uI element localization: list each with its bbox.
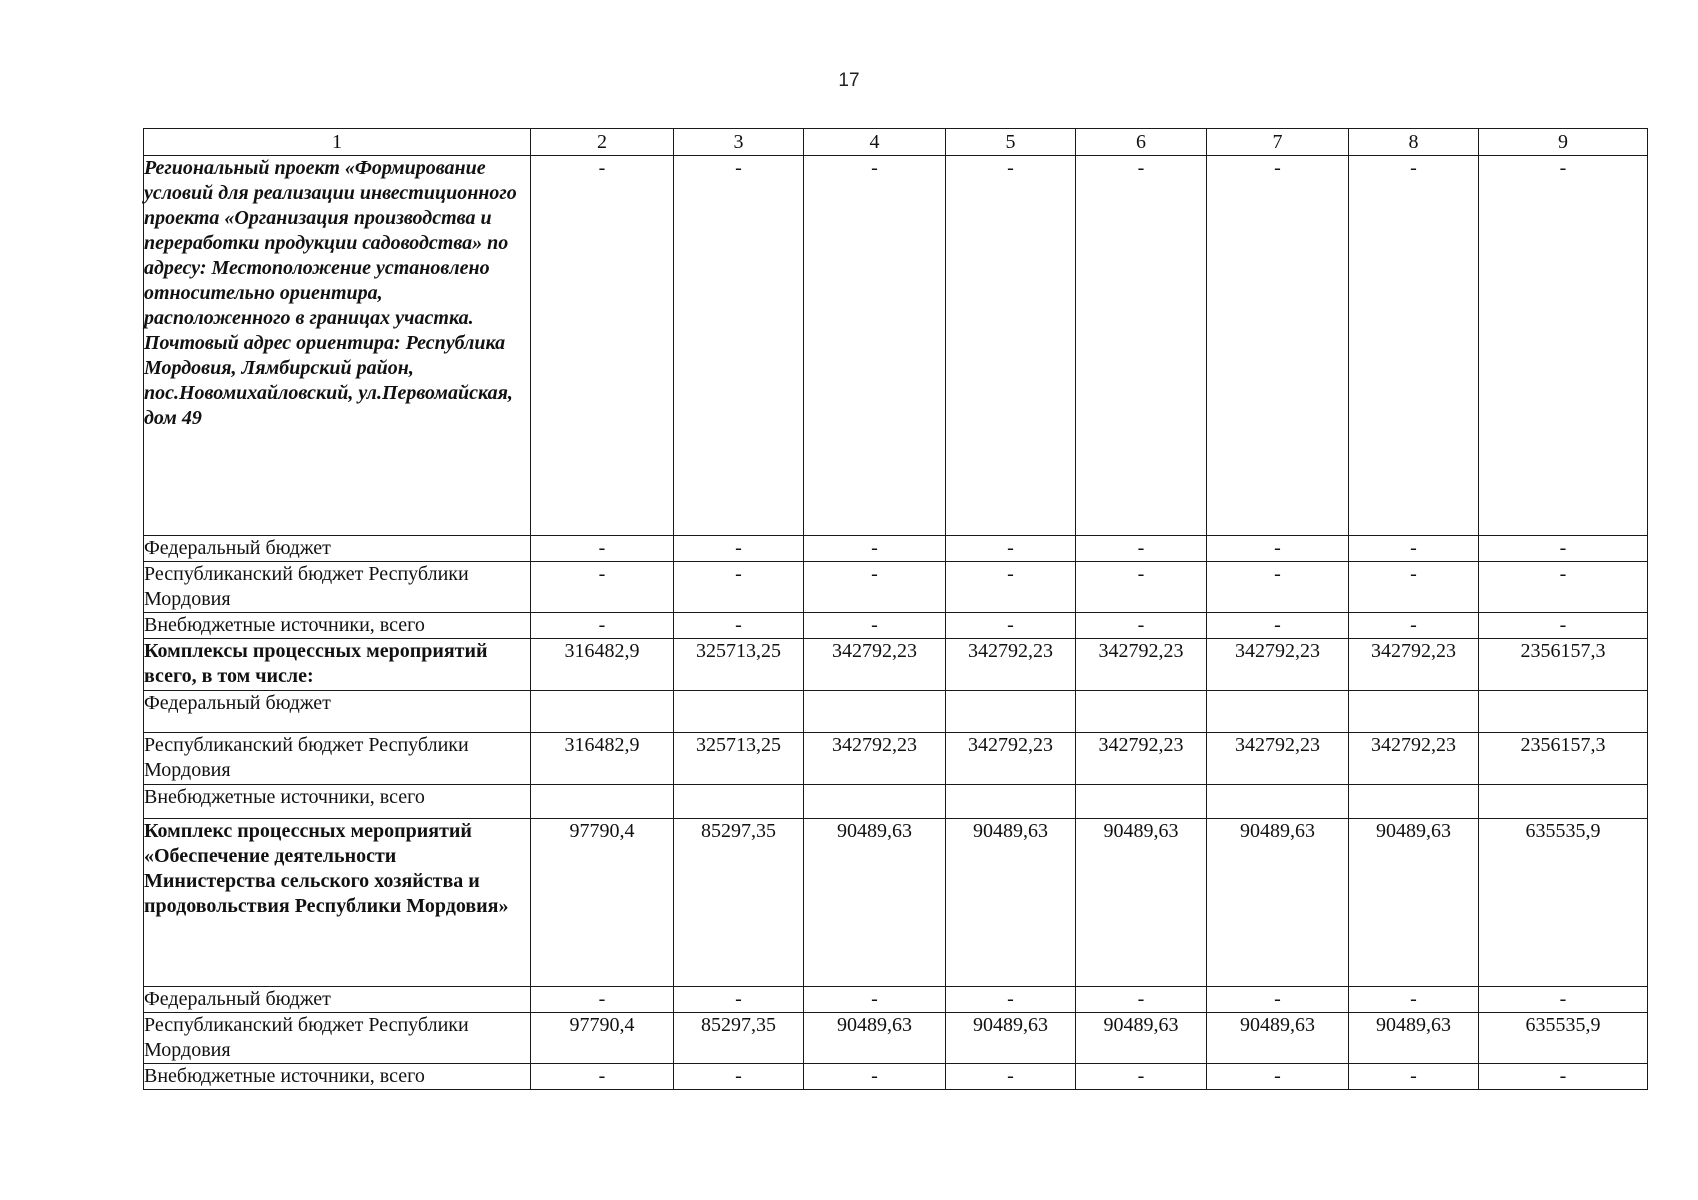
- value-cell: 342792,23: [946, 733, 1076, 785]
- value-cell: -: [1349, 536, 1479, 562]
- value-cell: [804, 691, 946, 733]
- value-cell: [1207, 785, 1349, 819]
- value-cell: 342792,23: [946, 639, 1076, 691]
- column-number-cell: 7: [1207, 129, 1349, 156]
- value-cell: 90489,63: [1207, 819, 1349, 987]
- value-cell: -: [531, 536, 674, 562]
- value-cell: -: [531, 562, 674, 613]
- value-cell: 342792,23: [1076, 639, 1207, 691]
- value-cell: 635535,9: [1479, 819, 1648, 987]
- value-cell: 97790,4: [531, 819, 674, 987]
- value-cell: -: [1479, 562, 1648, 613]
- value-cell: -: [1076, 156, 1207, 536]
- row-label: Комплексы процессных мероприятий всего, в том числе:: [144, 639, 531, 691]
- value-cell: 635535,9: [1479, 1013, 1648, 1064]
- value-cell: 316482,9: [531, 639, 674, 691]
- value-cell: [531, 691, 674, 733]
- table-row: [144, 613, 1648, 639]
- value-cell: [531, 785, 674, 819]
- value-cell: -: [1349, 613, 1479, 639]
- value-cell: -: [1076, 1064, 1207, 1090]
- value-cell: 342792,23: [804, 639, 946, 691]
- value-cell: -: [674, 987, 804, 1013]
- value-cell: -: [946, 613, 1076, 639]
- column-number-row: [144, 129, 1648, 156]
- column-number-cell: 9: [1479, 129, 1648, 156]
- page-number: 17: [838, 70, 860, 91]
- value-cell: 325713,25: [674, 733, 804, 785]
- value-cell: [1076, 785, 1207, 819]
- value-cell: 90489,63: [946, 819, 1076, 987]
- value-cell: [1207, 691, 1349, 733]
- column-number-cell: 8: [1349, 129, 1479, 156]
- row-label: Комплекс процессных мероприятий «Обеспечение деятельности Министерства сельского хозяйства и продовольствия Республики Мордовия»: [144, 819, 531, 987]
- table-row: [144, 987, 1648, 1013]
- value-cell: 342792,23: [1349, 733, 1479, 785]
- value-cell: [1076, 691, 1207, 733]
- value-cell: -: [1207, 536, 1349, 562]
- value-cell: -: [1207, 613, 1349, 639]
- value-cell: -: [1207, 1064, 1349, 1090]
- value-cell: 85297,35: [674, 1013, 804, 1064]
- value-cell: -: [1076, 987, 1207, 1013]
- value-cell: -: [1207, 156, 1349, 536]
- table-row: [144, 819, 1648, 987]
- table-row: [144, 156, 1648, 536]
- value-cell: [674, 785, 804, 819]
- value-cell: -: [1479, 613, 1648, 639]
- column-number-cell: 4: [804, 129, 946, 156]
- table-row: [144, 536, 1648, 562]
- row-label: Республиканский бюджет Республики Мордовия: [144, 733, 531, 785]
- value-cell: -: [674, 1064, 804, 1090]
- value-cell: [946, 691, 1076, 733]
- value-cell: -: [1076, 536, 1207, 562]
- value-cell: 342792,23: [1207, 639, 1349, 691]
- value-cell: 342792,23: [1207, 733, 1349, 785]
- budget-table: [143, 128, 1648, 1090]
- value-cell: 85297,35: [674, 819, 804, 987]
- value-cell: -: [1479, 987, 1648, 1013]
- table-row: [144, 785, 1648, 819]
- value-cell: 342792,23: [804, 733, 946, 785]
- value-cell: -: [674, 156, 804, 536]
- value-cell: -: [1349, 156, 1479, 536]
- row-label: Федеральный бюджет: [144, 536, 531, 562]
- value-cell: 90489,63: [946, 1013, 1076, 1064]
- column-number-cell: 6: [1076, 129, 1207, 156]
- value-cell: -: [1479, 1064, 1648, 1090]
- value-cell: -: [1349, 562, 1479, 613]
- value-cell: -: [1349, 987, 1479, 1013]
- column-number-cell: 2: [531, 129, 674, 156]
- value-cell: 2356157,3: [1479, 733, 1648, 785]
- value-cell: 342792,23: [1076, 733, 1207, 785]
- value-cell: -: [804, 613, 946, 639]
- value-cell: -: [531, 1064, 674, 1090]
- table-row: [144, 733, 1648, 785]
- value-cell: -: [804, 987, 946, 1013]
- value-cell: -: [1207, 987, 1349, 1013]
- value-cell: -: [1076, 613, 1207, 639]
- value-cell: 90489,63: [1349, 819, 1479, 987]
- value-cell: -: [1479, 536, 1648, 562]
- value-cell: 90489,63: [1076, 1013, 1207, 1064]
- value-cell: [1479, 691, 1648, 733]
- row-label: Федеральный бюджет: [144, 987, 531, 1013]
- value-cell: [1349, 785, 1479, 819]
- value-cell: 90489,63: [804, 1013, 946, 1064]
- value-cell: -: [1076, 562, 1207, 613]
- table-row: [144, 1013, 1648, 1064]
- value-cell: 97790,4: [531, 1013, 674, 1064]
- value-cell: -: [531, 613, 674, 639]
- row-label: Федеральный бюджет: [144, 691, 531, 733]
- table-row: [144, 562, 1648, 613]
- row-label: Внебюджетные источники, всего: [144, 785, 531, 819]
- value-cell: -: [804, 156, 946, 536]
- value-cell: -: [1207, 562, 1349, 613]
- value-cell: 342792,23: [1349, 639, 1479, 691]
- value-cell: -: [946, 562, 1076, 613]
- value-cell: [674, 691, 804, 733]
- column-number-cell: 3: [674, 129, 804, 156]
- value-cell: -: [674, 536, 804, 562]
- value-cell: -: [531, 156, 674, 536]
- table-row: [144, 691, 1648, 733]
- value-cell: 2356157,3: [1479, 639, 1648, 691]
- value-cell: [804, 785, 946, 819]
- value-cell: -: [674, 562, 804, 613]
- value-cell: 325713,25: [674, 639, 804, 691]
- value-cell: -: [1479, 156, 1648, 536]
- table-row: [144, 1064, 1648, 1090]
- value-cell: -: [804, 536, 946, 562]
- value-cell: 90489,63: [804, 819, 946, 987]
- value-cell: -: [946, 536, 1076, 562]
- value-cell: -: [1349, 1064, 1479, 1090]
- value-cell: [946, 785, 1076, 819]
- value-cell: -: [804, 562, 946, 613]
- value-cell: [1349, 691, 1479, 733]
- value-cell: -: [946, 1064, 1076, 1090]
- value-cell: -: [804, 1064, 946, 1090]
- row-label: Республиканский бюджет Республики Мордовия: [144, 1013, 531, 1064]
- table-row: [144, 639, 1648, 691]
- row-label: Внебюджетные источники, всего: [144, 613, 531, 639]
- row-label: Республиканский бюджет Республики Мордовия: [144, 562, 531, 613]
- value-cell: -: [946, 156, 1076, 536]
- value-cell: 90489,63: [1349, 1013, 1479, 1064]
- value-cell: 90489,63: [1076, 819, 1207, 987]
- value-cell: 90489,63: [1207, 1013, 1349, 1064]
- value-cell: -: [674, 613, 804, 639]
- value-cell: [1479, 785, 1648, 819]
- column-number-cell: 1: [144, 129, 531, 156]
- row-label: Внебюджетные источники, всего: [144, 1064, 531, 1090]
- value-cell: -: [946, 987, 1076, 1013]
- value-cell: 316482,9: [531, 733, 674, 785]
- column-number-cell: 5: [946, 129, 1076, 156]
- value-cell: -: [531, 987, 674, 1013]
- row-label: Региональный проект «Формирование условий для реализации инвестиционного проекта «Организация производства и переработки продукции садоводства» по адресу: Местоположение установлено относительно ориентира, расположенного в границах участка. Почтовый адрес ориентира: Республика Мордовия, Лямбирский район, пос.Новомихайловский, ул.Первомайская, дом 49: [144, 156, 531, 536]
